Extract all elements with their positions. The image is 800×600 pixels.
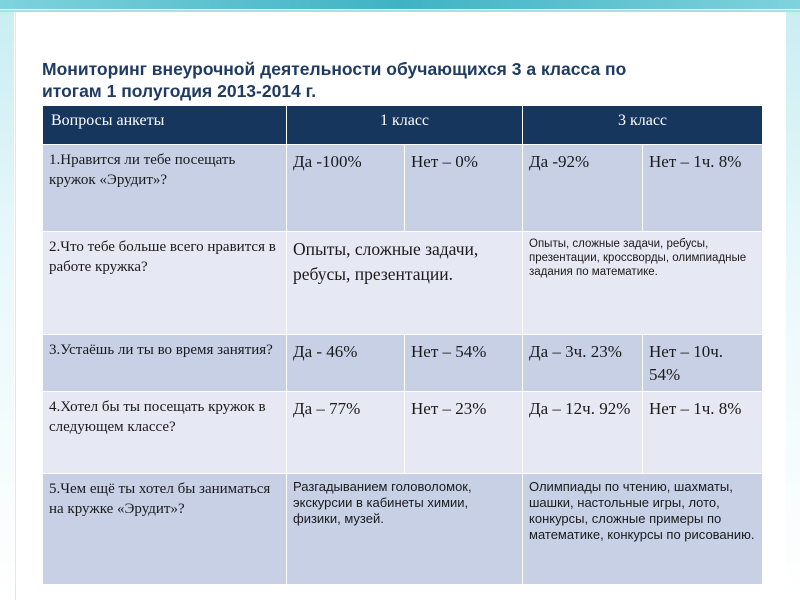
table-row: [43, 145, 763, 232]
class1-no-cell: Нет – 0%: [405, 145, 523, 232]
table-row: [43, 335, 763, 392]
slide-right-band: [786, 12, 800, 600]
class3-yes-cell: Да – 12ч. 92%: [523, 392, 643, 474]
class3-yes-cell: Да -92%: [523, 145, 643, 232]
slide-left-line: [15, 12, 16, 600]
survey-table: [42, 105, 763, 585]
class3-no-cell: Нет – 1ч. 8%: [643, 392, 763, 474]
question-cell: 2.Что тебе больше всего нравится в работе кружка?: [43, 232, 287, 335]
class1-yes-cell: Да - 46%: [287, 335, 405, 392]
table-row: [43, 474, 763, 585]
table-header-row: [43, 106, 763, 145]
table-row: [43, 392, 763, 474]
question-cell: 3.Устаёшь ли ты во время занятия?: [43, 335, 287, 392]
header-class-1: 1 класс: [287, 106, 523, 145]
class1-no-cell: Нет – 23%: [405, 392, 523, 474]
class1-no-cell: Нет – 54%: [405, 335, 523, 392]
class1-answer-cell: Разгадыванием головоломок, экскурсии в кабинеты химии, физики, музей.: [287, 474, 523, 585]
class3-no-cell: Нет – 1ч. 8%: [643, 145, 763, 232]
header-class-3: 3 класс: [523, 106, 763, 145]
class3-yes-cell: Да – 3ч. 23%: [523, 335, 643, 392]
slide-top-line: [0, 10, 800, 12]
class1-answer-cell: Опыты, сложные задачи, ребусы, презентации.: [287, 232, 523, 335]
question-cell: 4.Хотел бы ты посещать кружок в следующем классе?: [43, 392, 287, 474]
class1-yes-cell: Да – 77%: [287, 392, 405, 474]
header-questions: Вопросы анкеты: [43, 106, 287, 145]
slide-top-band: [0, 0, 800, 9]
question-cell: 1.Нравится ли тебе посещать кружок «Эрудит»?: [43, 145, 287, 232]
slide-title-line-1: Мониторинг внеурочной деятельности обучающихся 3 а класса по: [42, 59, 627, 79]
class1-yes-cell: Да -100%: [287, 145, 405, 232]
slide-title-line-2: итогам 1 полугодия 2013-2014 г.: [42, 81, 317, 101]
class3-no-cell: Нет – 10ч. 54%: [643, 335, 763, 392]
slide-title: [42, 58, 762, 102]
table-row: [43, 232, 763, 335]
slide-left-band: [0, 12, 14, 600]
class3-answer-cell: Опыты, сложные задачи, ребусы, презентации, кроссворды, олимпиадные задания по математике.: [523, 232, 763, 335]
question-cell: 5.Чем ещё ты хотел бы заниматься на кружке «Эрудит»?: [43, 474, 287, 585]
class3-answer-cell: Олимпиады по чтению, шахматы, шашки, настольные игры, лото, конкурсы, сложные примеры по математике, конкурсы по рисованию.: [523, 474, 763, 585]
